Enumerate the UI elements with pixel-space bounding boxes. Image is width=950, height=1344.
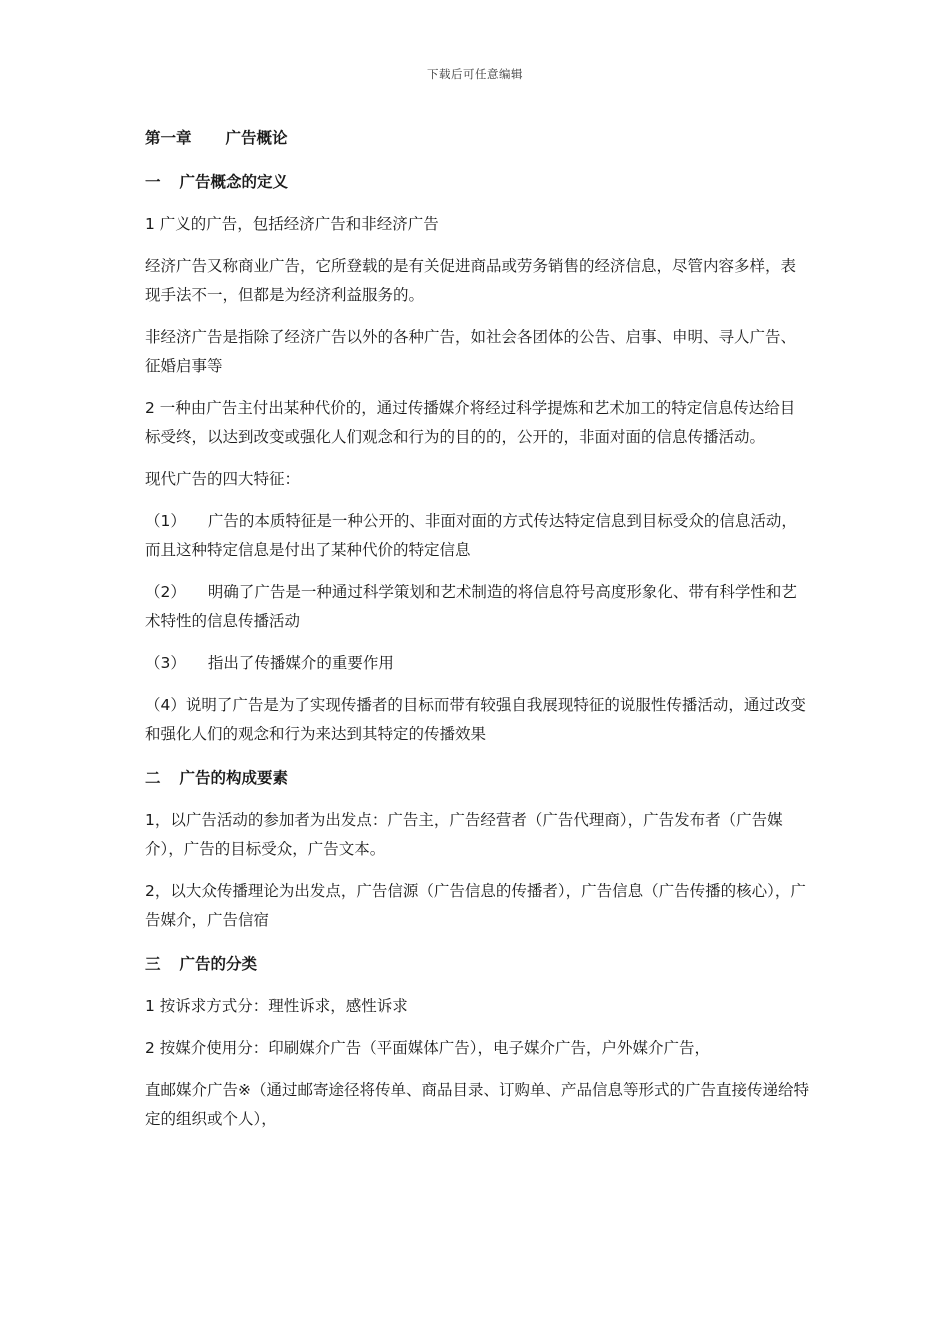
list-item-text: 明确了广告是一种通过科学策划和艺术制造的将信息符号高度形象化、带有科学性和艺术特性的信息传播活动 [145, 583, 797, 630]
paragraph: 2，以大众传播理论为出发点，广告信源（广告信息的传播者），广告信息（广告传播的核心），广告媒介，广告信宿 [145, 882, 806, 929]
list-item-number: （3） [145, 654, 186, 672]
section-title: 广告的构成要素 [179, 769, 289, 787]
document-body [145, 127, 810, 1134]
list-item-number: （2） [145, 583, 186, 601]
page-header: 下载后可任意编辑 [427, 67, 523, 81]
list-item [145, 578, 810, 636]
paragraph: 2 一种由广告主付出某种代价的，通过传播媒介将经过科学提炼和艺术加工的特定信息传达给目标受终，以达到改变或强化人们观念和行为的目的的，公开的，非面对面的信息传播活动。 [145, 399, 796, 446]
chapter-number: 第一章 [145, 129, 192, 147]
chapter-title: 广告概论 [225, 129, 288, 147]
list-item-number: （1） [145, 512, 186, 530]
section-heading [145, 953, 810, 975]
section-title: 广告的分类 [179, 955, 258, 973]
list-item [145, 507, 810, 565]
list-item [145, 691, 810, 749]
section-title: 广告概念的定义 [179, 173, 289, 191]
section-number: 三 [145, 955, 161, 973]
paragraph: 经济广告又称商业广告，它所登载的是有关促进商品或劳务销售的经济信息，尽管内容多样，表现手法不一，但都是为经济利益服务的。 [145, 257, 797, 304]
list-item [145, 649, 810, 678]
list-item-text: 说明了广告是为了实现传播者的目标而带有较强自我展现特征的说服性传播活动，通过改变和强化人们的观念和行为来达到其特定的传播效果 [145, 696, 806, 743]
section-number: 一 [145, 173, 161, 191]
list-item-text: 广告的本质特征是一种公开的、非面对面的方式传达特定信息到目标受众的信息活动，而且这种特定信息是付出了某种代价的特定信息 [145, 512, 797, 559]
paragraph: 现代广告的四大特征： [145, 470, 301, 488]
section-heading [145, 171, 810, 193]
paragraph: 2 按媒介使用分：印刷媒介广告（平面媒体广告），电子媒介广告，户外媒介广告， [145, 1039, 711, 1057]
chapter-heading [145, 127, 810, 149]
section-heading [145, 767, 810, 789]
list-item-text: 指出了传播媒介的重要作用 [207, 654, 394, 672]
list-item-number: （4） [145, 696, 186, 714]
paragraph: 直邮媒介广告※（通过邮寄途径将传单、商品目录、订购单、产品信息等形式的广告直接传递给特定的组织或个人）， [145, 1081, 809, 1128]
paragraph: 1 按诉求方式分：理性诉求，感性诉求 [145, 997, 408, 1015]
section-number: 二 [145, 769, 161, 787]
paragraph: 1 广义的广告，包括经济广告和非经济广告 [145, 215, 439, 233]
paragraph: 非经济广告是指除了经济广告以外的各种广告，如社会各团体的公告、启事、申明、寻人广告、征婚启事等 [145, 328, 797, 375]
paragraph: 1，以广告活动的参加者为出发点：广告主，广告经营者（广告代理商），广告发布者（广告媒介），广告的目标受众，广告文本。 [145, 811, 783, 858]
